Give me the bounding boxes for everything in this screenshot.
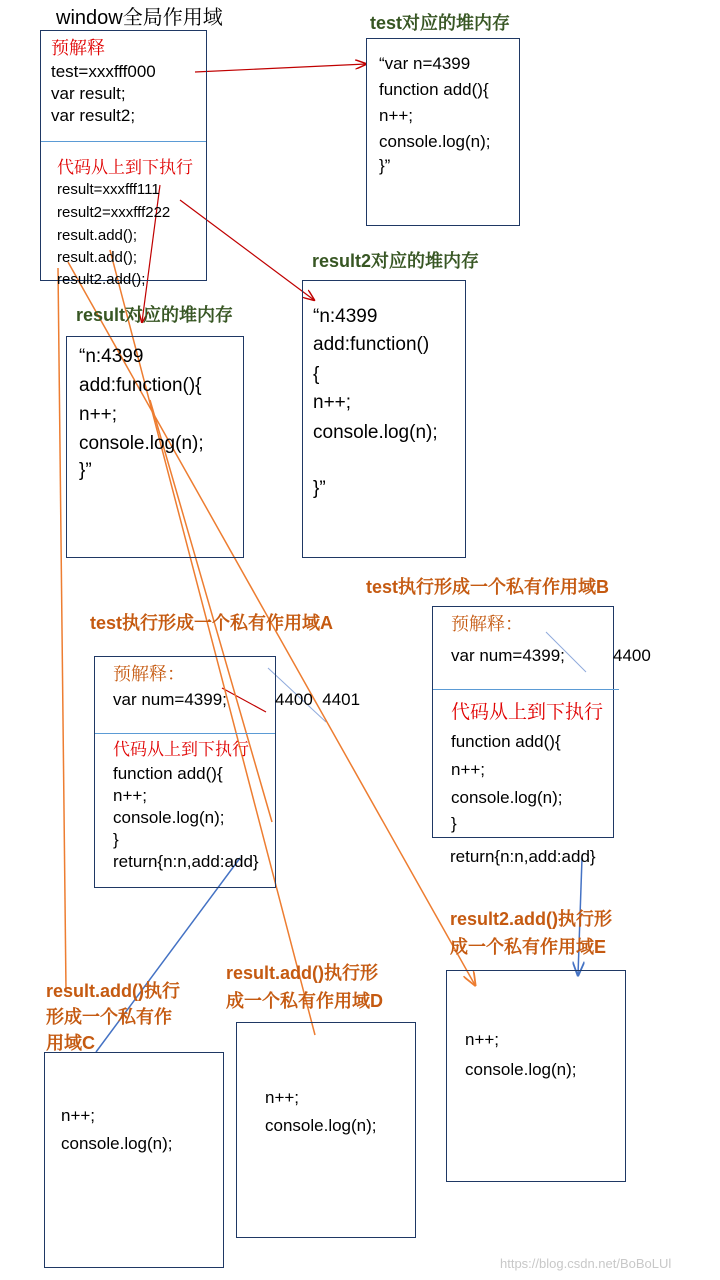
scope-b-line: function add(){	[451, 732, 561, 751]
scope-b-return-line: return{n:n,add:add}	[450, 847, 596, 866]
scope-c-title-line: 形成一个私有作	[46, 1007, 172, 1027]
window-pre-line: var result;	[51, 84, 126, 103]
window-pre-line: test=xxxfff000	[51, 62, 156, 81]
result2-heap-line: n++;	[313, 392, 352, 413]
window-scope-box	[40, 30, 207, 288]
scope-a-exec-label: 代码从上到下执行	[113, 740, 249, 759]
scope-a-pre-extra: 4400 4401	[275, 690, 361, 709]
scope-a-title: test执行形成一个私有作用域A	[90, 613, 334, 633]
scope-c-line: n++;	[61, 1106, 96, 1125]
test-heap-title: test对应的堆内存	[370, 13, 511, 33]
result2-heap-line: {	[313, 364, 320, 385]
window-exec-line: result.add();	[57, 249, 138, 266]
window-exec-line: result=xxxfff111	[57, 181, 160, 198]
scope-d-title-line: result.add()执行形	[226, 963, 379, 983]
test-heap-line: n++;	[379, 106, 414, 125]
test-heap-line: “var n=4399	[379, 54, 471, 73]
window-pre-label: 预解释	[51, 38, 105, 58]
watermark: https://blog.csdn.net/BoBoLUl	[500, 1256, 672, 1271]
window-pre-line: var result2;	[51, 106, 136, 125]
test-heap-line: }”	[379, 156, 391, 175]
scope-a-line: return{n:n,add:add}	[113, 852, 259, 871]
window-exec-line: result2.add();	[57, 271, 146, 288]
result-heap-box	[66, 336, 244, 558]
scope-a-box	[94, 656, 361, 888]
scope-b-exec-label: 代码从上到下执行	[451, 702, 604, 723]
scope-b-pre-line: var num=4399;	[451, 646, 565, 665]
result2-heap-line: “n:4399	[313, 306, 378, 327]
scope-d-line: n++;	[265, 1088, 300, 1107]
window-divider	[41, 141, 206, 142]
scope-b-pre-extra: 4400	[613, 646, 651, 665]
scope-e-title-line: result2.add()执行形	[450, 909, 613, 929]
scope-c-line: console.log(n);	[61, 1134, 173, 1153]
window-scope-title: window全局作用域	[56, 7, 223, 29]
window-exec-label: 代码从上到下执行	[57, 158, 193, 177]
scope-c-box	[44, 1052, 224, 1268]
arrow-test-to-heap	[195, 64, 366, 72]
scope-e-box	[446, 970, 626, 1182]
result2-heap-box	[302, 280, 466, 558]
scope-b-line: n++;	[451, 760, 486, 779]
result-heap-line: add:function(){	[79, 375, 202, 396]
scope-a-pre-label: 预解释：	[113, 664, 185, 684]
scope-a-divider	[95, 733, 275, 734]
scope-b-line: }	[451, 814, 457, 833]
window-exec-line: result2=xxxfff222	[57, 204, 171, 221]
result-heap-line: }”	[79, 460, 92, 481]
scope-c-title-line: 用域C	[46, 1033, 95, 1053]
scope-b-line: console.log(n);	[451, 788, 563, 807]
scope-a-line: function add(){	[113, 764, 223, 783]
scope-b-box	[432, 606, 651, 838]
test-heap-line: console.log(n);	[379, 132, 491, 151]
scope-a-line: n++;	[113, 786, 148, 805]
result2-heap-line: console.log(n);	[313, 422, 438, 443]
result-heap-line: n++;	[79, 404, 118, 425]
result-heap-line: “n:4399	[79, 346, 144, 367]
result2-heap-title: result2对应的堆内存	[312, 251, 480, 271]
orange-line-result-add-c	[58, 268, 66, 990]
scope-e-line: n++;	[465, 1030, 500, 1049]
scope-a-line: }	[113, 830, 119, 849]
scope-e-title-line: 成一个私有作用域E	[450, 937, 607, 957]
scope-d-line: console.log(n);	[265, 1116, 377, 1135]
result2-heap-line: }”	[313, 478, 326, 499]
scope-c-title-line: result.add()执行	[46, 981, 181, 1001]
result-heap-title: result对应的堆内存	[76, 305, 234, 325]
scope-b-pre-label: 预解释：	[451, 614, 523, 634]
scope-d-title-line: 成一个私有作用域D	[226, 991, 383, 1011]
scope-b-divider	[433, 689, 619, 690]
scope-a-line: console.log(n);	[113, 808, 225, 827]
scope-e-line: console.log(n);	[465, 1060, 577, 1079]
scope-a-pre-line: var num=4399;	[113, 690, 227, 709]
test-heap-box	[366, 38, 520, 226]
result2-heap-line: add:function()	[313, 334, 430, 355]
window-exec-line: result.add();	[57, 227, 138, 244]
scope-d-box	[236, 1022, 416, 1238]
scope-b-title: test执行形成一个私有作用域B	[366, 577, 610, 597]
result-heap-line: console.log(n);	[79, 433, 204, 454]
test-heap-line: function add(){	[379, 80, 489, 99]
